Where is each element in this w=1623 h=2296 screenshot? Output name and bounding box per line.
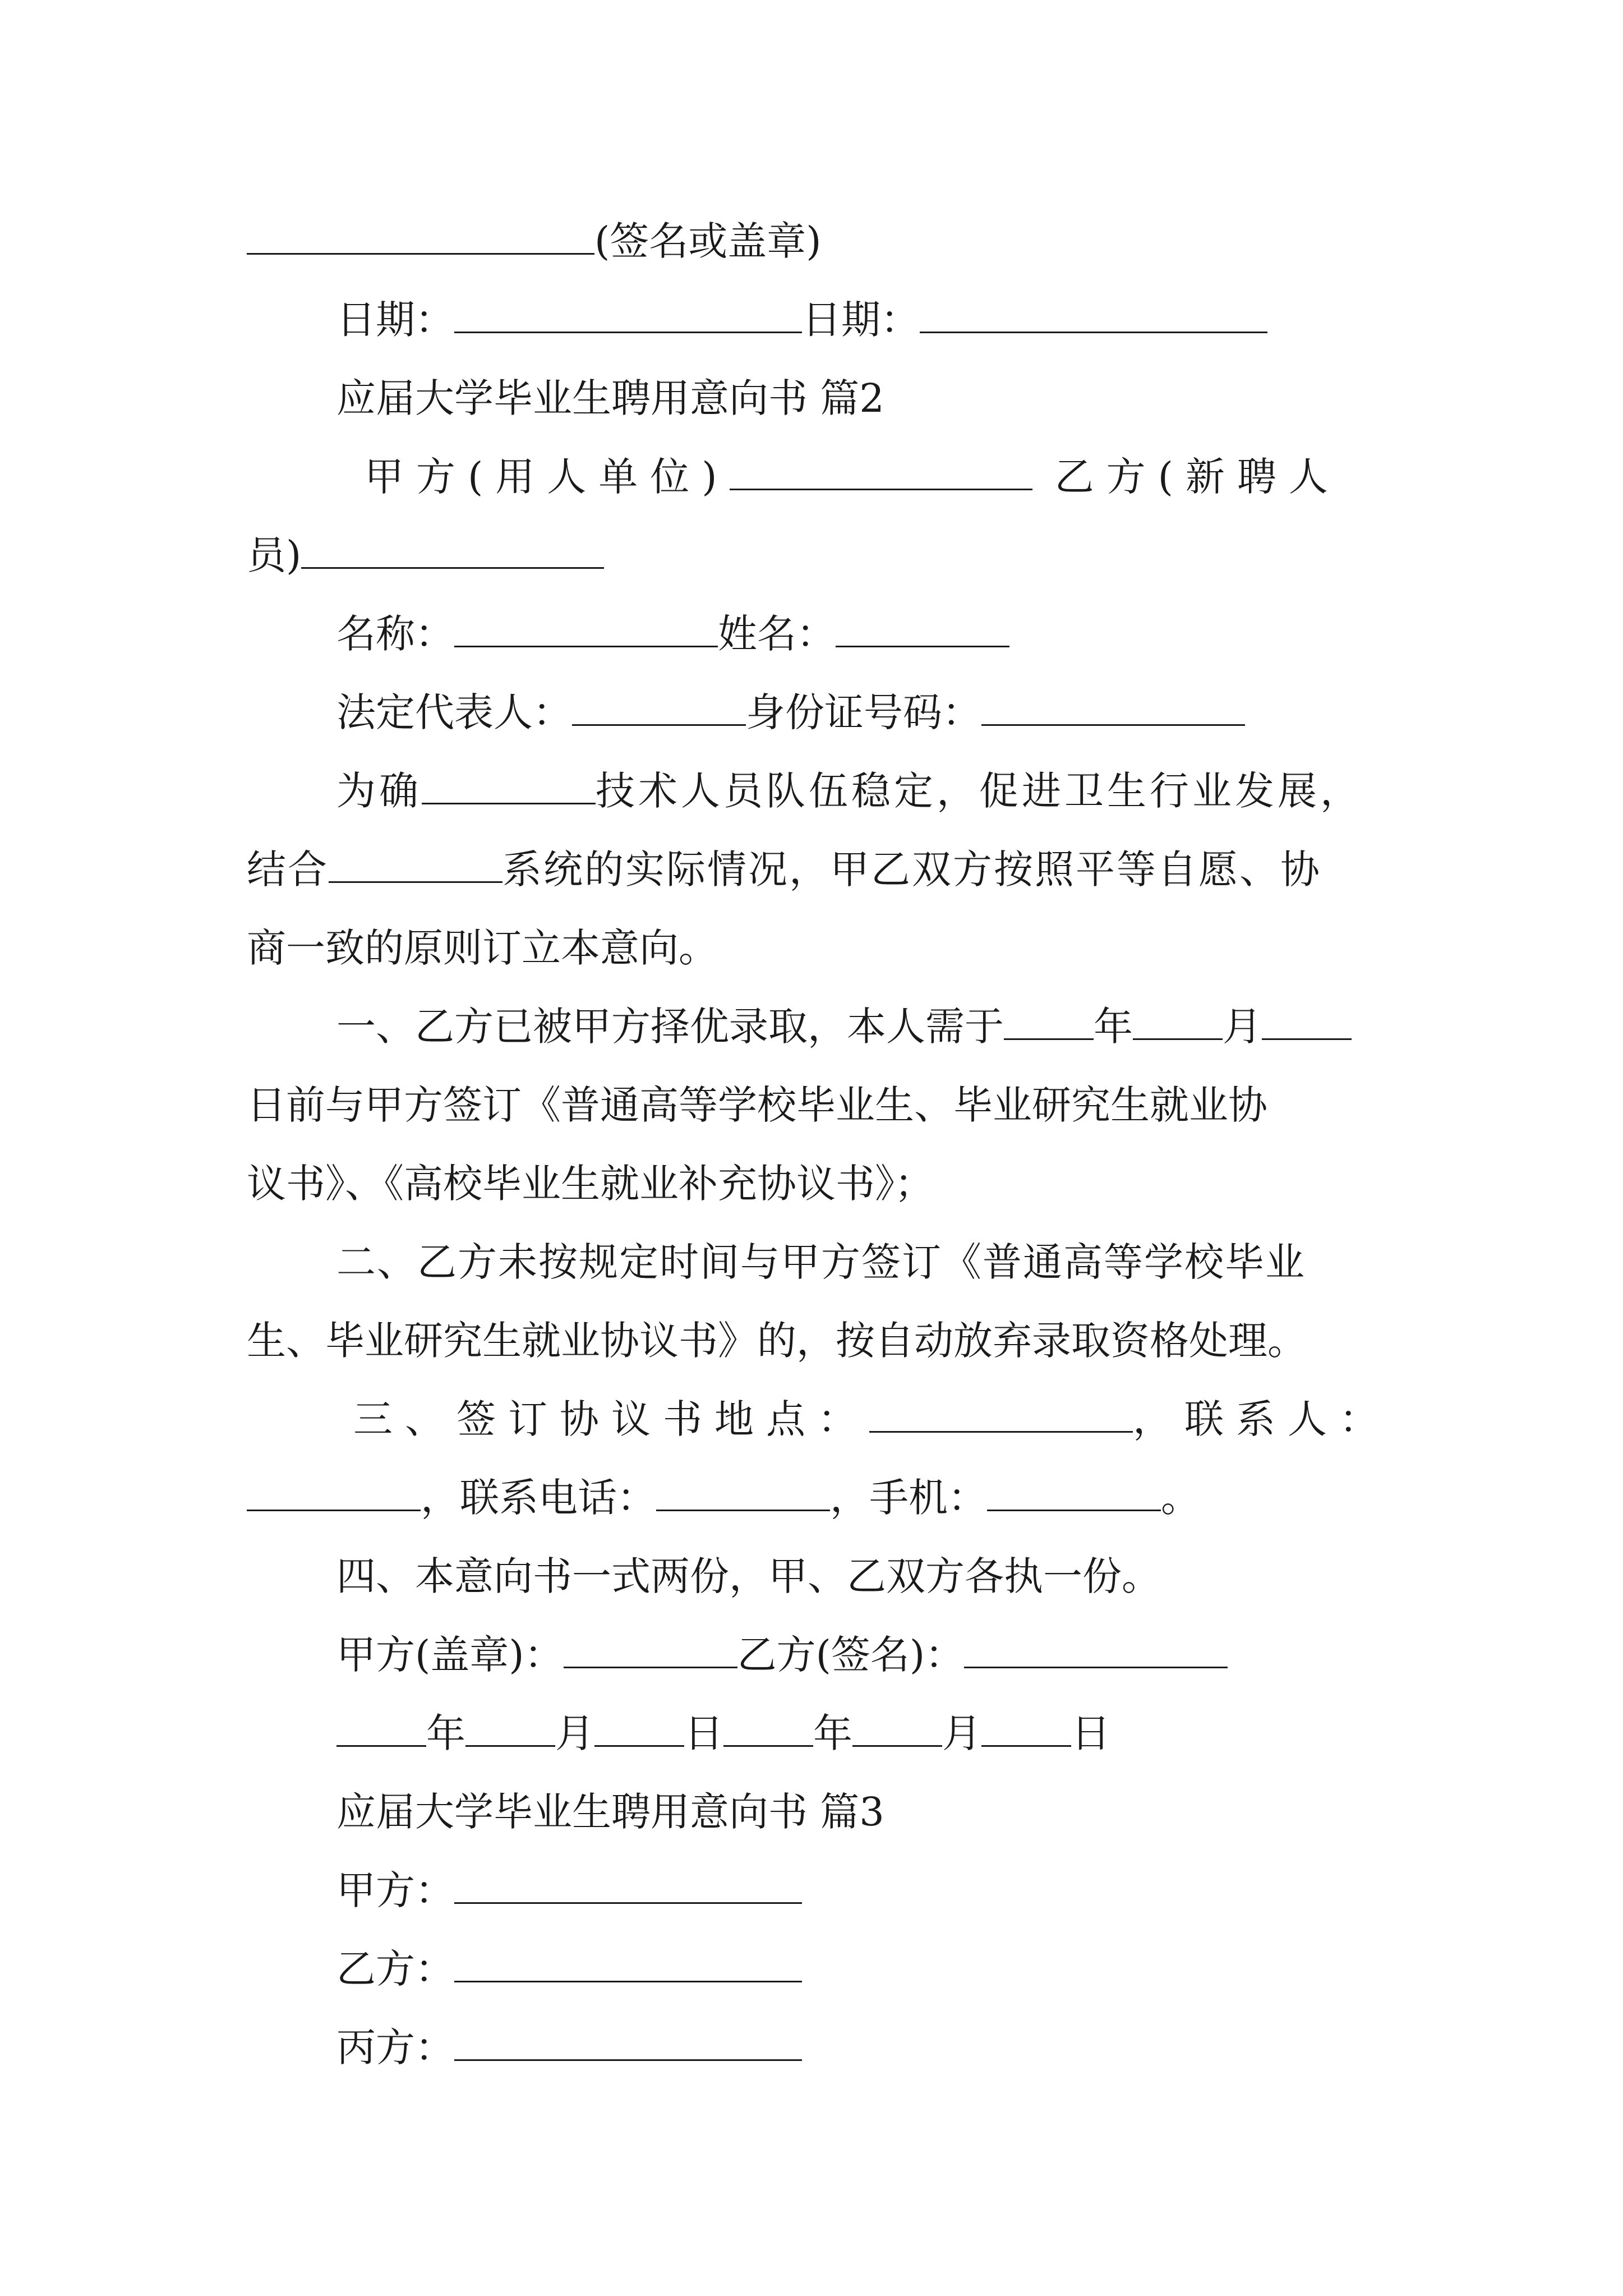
legal-rep-line — [336, 684, 1245, 740]
party-b-blank — [301, 529, 604, 569]
date-b-day: 日 — [1071, 1710, 1110, 1756]
intro-line-3 — [247, 920, 718, 976]
clause1-month-blank — [1133, 1000, 1223, 1040]
sign-date-line — [336, 1705, 1110, 1761]
clause1-a: 一、乙方已被甲方择优录取，本人需于 — [336, 1004, 1004, 1050]
section3-party-b-label: 乙方： — [336, 1946, 454, 1992]
date-a-year: 年 — [426, 1710, 465, 1756]
party-a-label: 甲方(用人单位) — [365, 454, 730, 500]
clause3-a: 三、签订协议书地点： — [353, 1396, 869, 1442]
sign-line — [336, 1627, 1228, 1683]
intro-blank-1 — [422, 765, 596, 804]
party-b-label: 乙方(新聘人 — [1054, 454, 1340, 500]
clause1-b: 日前与甲方签订《普通高等学校毕业生、毕业研究生就业协 — [247, 1082, 1267, 1128]
legal-rep-label: 法定代表人： — [336, 689, 572, 735]
section3-party-a-label: 甲方： — [336, 1867, 454, 1913]
sign-b-label: 乙方(签名)： — [737, 1632, 965, 1678]
clause2-a: 二、乙方未按规定时间与甲方签订《普通高等学校毕业 — [336, 1239, 1306, 1285]
section3-party-c-blank — [454, 2021, 802, 2061]
intro-1a: 为确 — [336, 768, 422, 814]
date-b-month-blank — [852, 1707, 942, 1747]
clause2-line-1 — [336, 1234, 1306, 1290]
id-blank — [981, 686, 1245, 726]
clause3-contact: 联系人： — [1184, 1396, 1391, 1442]
intro-blank-2 — [329, 843, 502, 883]
clause4: 四、本意向书一式两份，甲、乙双方各执一份。 — [336, 1553, 1161, 1599]
intro-line-2 — [247, 841, 1321, 898]
clause3-line-2 — [247, 1470, 1200, 1526]
section2-title — [336, 370, 884, 426]
person-name-blank — [836, 608, 1009, 647]
date-label-1: 日期： — [336, 297, 454, 343]
date-a-day: 日 — [684, 1710, 723, 1756]
intro-1b: 技术人员队伍稳定，促进卫生行业发展， — [596, 768, 1363, 814]
date-a-year-blank — [336, 1707, 426, 1747]
date-b-year-blank — [723, 1707, 813, 1747]
date-b-day-blank — [981, 1707, 1071, 1747]
date-line — [336, 292, 1267, 348]
signature-blank — [247, 215, 594, 255]
section3-party-c — [336, 2019, 802, 2076]
date-label-2: 日期： — [802, 297, 920, 343]
party-b-label-cont: 员) — [247, 532, 302, 578]
section3-party-a-blank — [454, 1864, 802, 1904]
sign-a-label: 甲方(盖章)： — [336, 1632, 564, 1678]
parties-line-cont — [247, 527, 604, 583]
clause3-contact-blank — [247, 1471, 421, 1511]
clause3-mobile: ，手机： — [830, 1475, 987, 1521]
section3-party-c-label: 丙方： — [336, 2024, 454, 2070]
clause4-line — [336, 1548, 1161, 1604]
clause3-mobile-blank — [987, 1471, 1161, 1511]
date-a-month: 月 — [555, 1710, 594, 1756]
clause2-b: 生、毕业研究生就业协议书》的，按自动放弃录取资格处理。 — [247, 1318, 1307, 1364]
clause1-line-3 — [247, 1156, 934, 1212]
section2-title-text: 应届大学毕业生聘用意向书 篇2 — [336, 375, 884, 421]
id-label: 身份证号码： — [746, 689, 981, 735]
sign-a-blank — [564, 1628, 737, 1668]
clause1-line-2 — [247, 1077, 1267, 1133]
org-name-blank — [454, 608, 718, 647]
date-a-month-blank — [465, 1707, 555, 1747]
clause3-line-1 — [353, 1391, 1391, 1447]
section3-party-a — [336, 1862, 802, 1918]
clause2-line-2 — [247, 1313, 1307, 1369]
intro-2b: 系统的实际情况，甲乙双方按照平等自愿、协 — [502, 846, 1321, 892]
clause1-year: 年 — [1094, 1004, 1133, 1050]
clause3-comma: ， — [1133, 1396, 1184, 1442]
name-line — [336, 606, 1009, 662]
clause3-end: 。 — [1161, 1475, 1200, 1521]
date-a-day-blank — [594, 1707, 684, 1747]
signature-line — [247, 213, 822, 269]
date-blank-1 — [454, 293, 802, 333]
intro-line-1 — [336, 763, 1363, 819]
section3-party-b — [336, 1941, 802, 1997]
parties-line — [365, 449, 1340, 505]
date-b-month: 月 — [942, 1710, 981, 1756]
intro-3: 商一致的原则订立本意向。 — [247, 925, 718, 971]
section3-title — [336, 1784, 884, 1840]
org-name-label: 名称： — [336, 611, 454, 657]
clause1-line-1 — [336, 999, 1352, 1055]
person-name-label: 姓名： — [718, 611, 836, 657]
clause3-phone-blank — [656, 1471, 830, 1511]
section3-title-text: 应届大学毕业生聘用意向书 篇3 — [336, 1789, 884, 1835]
clause1-month: 月 — [1223, 1004, 1262, 1050]
date-b-year: 年 — [813, 1710, 852, 1756]
legal-rep-blank — [572, 686, 746, 726]
clause1-c: 议书》、《高校毕业生就业补充协议书》； — [247, 1161, 934, 1207]
clause1-day-blank — [1262, 1000, 1352, 1040]
clause1-year-blank — [1004, 1000, 1094, 1040]
clause3-place-blank — [869, 1393, 1133, 1433]
sign-b-blank — [964, 1628, 1228, 1668]
clause3-phone: ，联系电话： — [421, 1475, 656, 1521]
party-a-blank — [730, 450, 1032, 490]
section3-party-b-blank — [454, 1943, 802, 1982]
date-blank-2 — [920, 293, 1267, 333]
signature-suffix: (签名或盖章) — [594, 218, 822, 264]
intro-2a: 结合 — [247, 846, 329, 892]
